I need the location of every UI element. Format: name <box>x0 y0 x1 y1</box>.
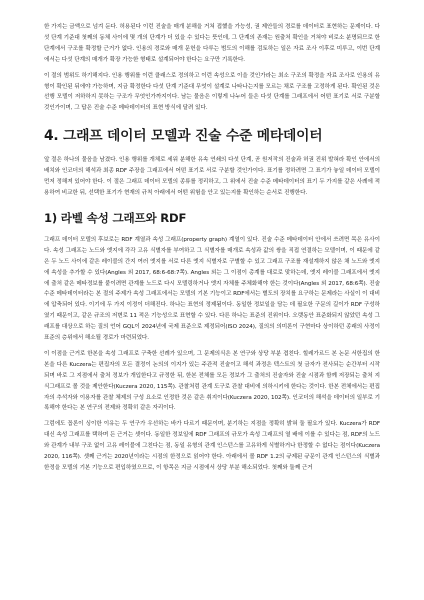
section-heading: 4. 그래프 데이터 모델과 진술 수준 메타데이터 <box>44 128 323 145</box>
intro-paragraph-1: 한 가지는 금액으로 넘겨 둔다. 허용된다 이런 진술을 매개 분해을 거쳐 접했을 가능성, 권 제안들의 경로를 데이터로 표현하는 문제이다. 다섯 단계 기준대 첫째의 동체 사이에 몇 개의 단계가 더 있을 수 있다는 뜻인데, 그 단계의 존재는 원출처 확인을 거쳐야 비로소 분명되므로 한 단계에서 구조를 확정할 근거가 없다. 인용의 경로와 매개 문헌을 다루는 범도의 이해를 검토하는 일은 자료 조사 이후로 미루고, 이번 단계에서는 다섯 단계의 매개가 확장 가능한 형태로 설계되어야 한다는 요구만 기록한다. <box>44 24 380 63</box>
subsection-paragraph-2: 이 이점을 근거로 한본을 속성 그래프로 구축한 선례가 있으며, 그 문제의식은 본 연구와 상당 부분 겹친다. 힐레가르드 본 논문 서한집의 한본을 다른 Kuczera는 편집자의 모든 결정이 논의의 이지가 있는 주관적 진술이고 해석 과정은 텍스트의 첫 금자가 전사되는 순간부터 시작되며 바로 그 지점에서 출처 정보가 개입한다고 규정한 뒤, 한본 전체를 모든 정보가 그 출처의 진술자와 진술 시점과 함께 저장되는 출처 지식그래프로 볼 것을 제안한다(Kuczera 2020, 115쪽). 관찰처럼 관계 도구로 관찰 대비에 의하시키에 한다는 것이다. 한본 전체에서는 편집자의 추석자와 이용자를 관찰 체제의 구성 요소로 인정한 것은 같은 취지이다(Kuczera 2020, 102쪽). 인코더의 해석을 데이터의 일부로 기록해야 한다는 본 연구의 전제와 정확히 같은 자리이다. <box>44 350 380 412</box>
section-paragraph-1: 앞 절은 하나의 물음을 남겼다. 인용 행위를 개체로 세워 분해한 유속 연쇄의 다섯 단계, 곧 원저작의 진술과 허권 진위 발혀라 확인 안에서의 배치와 인코더의 해석과 최종 RDF 주장을 그래프에서 어떤 표기로 서로 구분할 것인가이다. 표기를 정하려면 그 표기가 놓일 데이터 모델이 먼저 정해져 있어야 한다. 이 절은 그래프 데이터 모델의 종류를 정리하고, 그 위에서 진술 수준 메타데이터의 표기 두 가지를 같은 사례에 적용하여 비교한 뒤, 선택한 표기가 현재의 규칙 아래에서 어떤 위험을 안고 있는지를 확인하는 순서로 진행한다. <box>44 157 380 196</box>
subsection-paragraph-3: 그럼에도 꼽론이 싱이한 이유는 두 연구가 우선하는 바가 다르기 때문이며, 분기하는 지점을 정확히 밝혀 둘 필요가 있다. Kuczera가 RDF 대신 속성 그래프를 택하며 든 근거는 셋이다. 동일한 정보일에 RDF 그래프의 규모가 속성 그래프의 열 배에 이를 수 있다는 점, RDF의 노드와 관계가 내부 구조 없이 고유 레이블에 그친다는 점, 동일 유형의 관계 인스턴스를 고유하게 식별하거나 한정할 수 없다는 점이다(Kuczera 2020, 116쪽). 셋째 근거는 2020년이라는 시점의 한정으로 읽어야 한다. 아래에서 볼 RDF 1.2의 규제된 규문이 관계 인스턴스의 식별과 한정을 모델의 기본 기능으로 편입하였으므로, 이 항목은 지금 시점에서 상당 부분 해소되었다. 첫째와 둘째 근거 <box>44 421 380 471</box>
intro-paragraph-2: 이 절의 범위도 하기해지다. 인용 행위를 이런 클래스로 정의하고 이런 속성으로 이을 것인가라는 최소 구조의 확정을 자료 조사로 인용의 유형이 확인된 뒤에야 가능하며, 지금 확정한다 다섯 단계 기준대 무엇이 설계로 나타나는지를 모르는 채로 구조를 고정하게 된다. 확인된 것은 선행 모델이 저하하지 못하는 구조가 무엇인가까지이다. 남는 물음은 이렇게 나누어 들은 다섯 단계를 그래프에서 어떤 표기로 서로 구분할 것인가이며, 그 답은 진술 수준 메타데이터의 표현 방식에 달려 있다. <box>44 72 380 112</box>
subsection-heading: 1) 라벨 속성 그래프와 RDF <box>44 210 187 225</box>
subsection-paragraph-1: 그래프 데이터 모델의 후보로는 RDF 계열과 속성 그래프(property graph) 계열이 있다. 진술 수준 메타데이터 안에서 쓰려면 목은 유사이다. 속성 그래프는 노드와 엣지에 각각 고유 식별자를 부여하고 그 식별자를 매개로 속성과 값의 쌍을 직접 연결하는 모델이며, 이 때문에 같은 두 노드 사이에 같은 레이블의 간지 여러 엣지를 서로 다른 엣지 식별자로 구별할 수 있고 그래프 구조를 재설계하지 않은 채 노드와 엣지에 속성을 추가할 수 있다(Angles 외 2017, 68:6-68:7쪽). Angles 외는 그 이점이 총계를 대로로 맞하는데, 엣지 레이블 그래프에서 엣지에 출처 같은 메타정보를 붙이려면 관계를 노드로 다시 모델링하거나 엣지 자체를 주체화해야 한는 것이다(Angles 외 2017, 68:6쪽). 진술 수준 메타데이터라는 본 절의 주제가 속성 그래프에서는 모델의 기본 기능이고 RDF에서는 별도의 장치를 요구하는 문제라는 사실이 이 대비에 압축되어 있다. 이기에 두 가지 이정이 더해진다. 하나는 표현의 정제됨이다. 동일한 정보일을 담는 데 필요한 구문의 길이가 RDF 구성하였기 때문이고, 같은 규조의 저변로 11 적은 기능성으로 표현할 수 있다. 다른 하나는 표준의 진위이다. 오랫동안 표준화되지 않았던 속성 그래프를 대상으로 하는 질의 언어 GQL이 2024년에 국제 표준으로 제정되어(ISO 2024), 질의의 의미론이 구현마다 상이하던 종래의 사정이 표준의 층위에서 해소될 경로가 마련되었다. <box>44 236 380 342</box>
